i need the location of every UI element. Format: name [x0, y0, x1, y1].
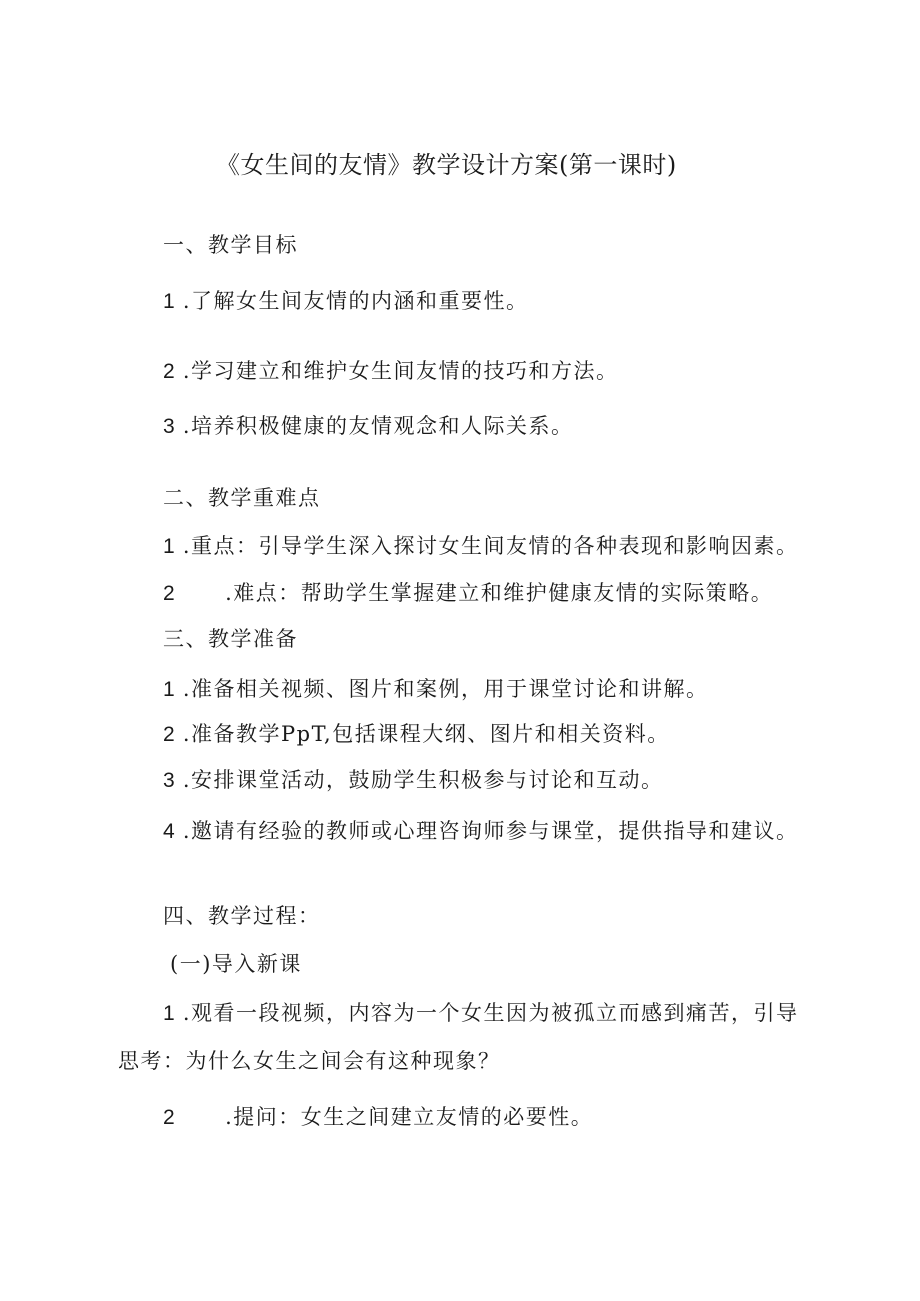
- item-text: .准备教学PpT,包括课程大纲、图片和相关资料。: [182, 722, 670, 746]
- section-heading-preparation: 三、教学准备: [163, 627, 298, 651]
- item-number: 3: [163, 769, 175, 792]
- list-item: [163, 1104, 593, 1131]
- item-text: .学习建立和维护女生间友情的技巧和方法。: [182, 359, 619, 383]
- item-text: .提问：女生之间建立友情的必要性。: [225, 1105, 594, 1129]
- list-item: [163, 413, 574, 440]
- item-text: .重点：引导学生深入探讨女生间友情的各种表现和影响因素。: [182, 534, 799, 558]
- item-number: 2: [163, 582, 175, 605]
- item-text: .难点：帮助学生掌握建立和维护健康友情的实际策略。: [225, 581, 774, 605]
- item-text: .准备相关视频、图片和案例，用于课堂讨论和讲解。: [182, 677, 709, 701]
- list-item: [163, 721, 670, 748]
- document-title: 《女生间的友情》教学设计方案(第一课时): [216, 151, 677, 179]
- item-number: 1: [163, 1002, 175, 1025]
- item-number: 4: [163, 820, 175, 843]
- list-item: [163, 767, 664, 794]
- list-item: [163, 580, 773, 607]
- section-heading-objectives: 一、教学目标: [163, 233, 298, 257]
- item-text: .邀请有经验的教师或心理咨询师参与课堂，提供指导和建议。: [182, 819, 799, 843]
- subsection-heading-intro: (一)导入新课: [170, 952, 302, 976]
- list-item: [163, 358, 619, 385]
- list-item: [163, 533, 799, 560]
- item-number: 2: [163, 360, 175, 383]
- list-item: [163, 818, 799, 845]
- section-heading-key-points: 二、教学重难点: [163, 486, 321, 510]
- item-text: .培养积极健康的友情观念和人际关系。: [182, 414, 574, 438]
- item-number: 3: [163, 415, 175, 438]
- section-heading-process: 四、教学过程：: [163, 904, 321, 928]
- item-number: 2: [163, 723, 175, 746]
- list-item: [163, 288, 529, 315]
- list-item-continuation: 思考：为什么女生之间会有这种现象？: [118, 1049, 501, 1073]
- item-text: .了解女生间友情的内涵和重要性。: [182, 289, 529, 313]
- list-item: [163, 1000, 799, 1027]
- item-text: .观看一段视频，内容为一个女生因为被孤立而感到痛苦，引导: [182, 1001, 799, 1025]
- item-number: 2: [163, 1106, 175, 1129]
- item-text: .安排课堂活动，鼓励学生积极参与讨论和互动。: [182, 768, 664, 792]
- list-item: [163, 676, 709, 703]
- item-number: 1: [163, 535, 175, 558]
- item-number: 1: [163, 290, 175, 313]
- item-number: 1: [163, 678, 175, 701]
